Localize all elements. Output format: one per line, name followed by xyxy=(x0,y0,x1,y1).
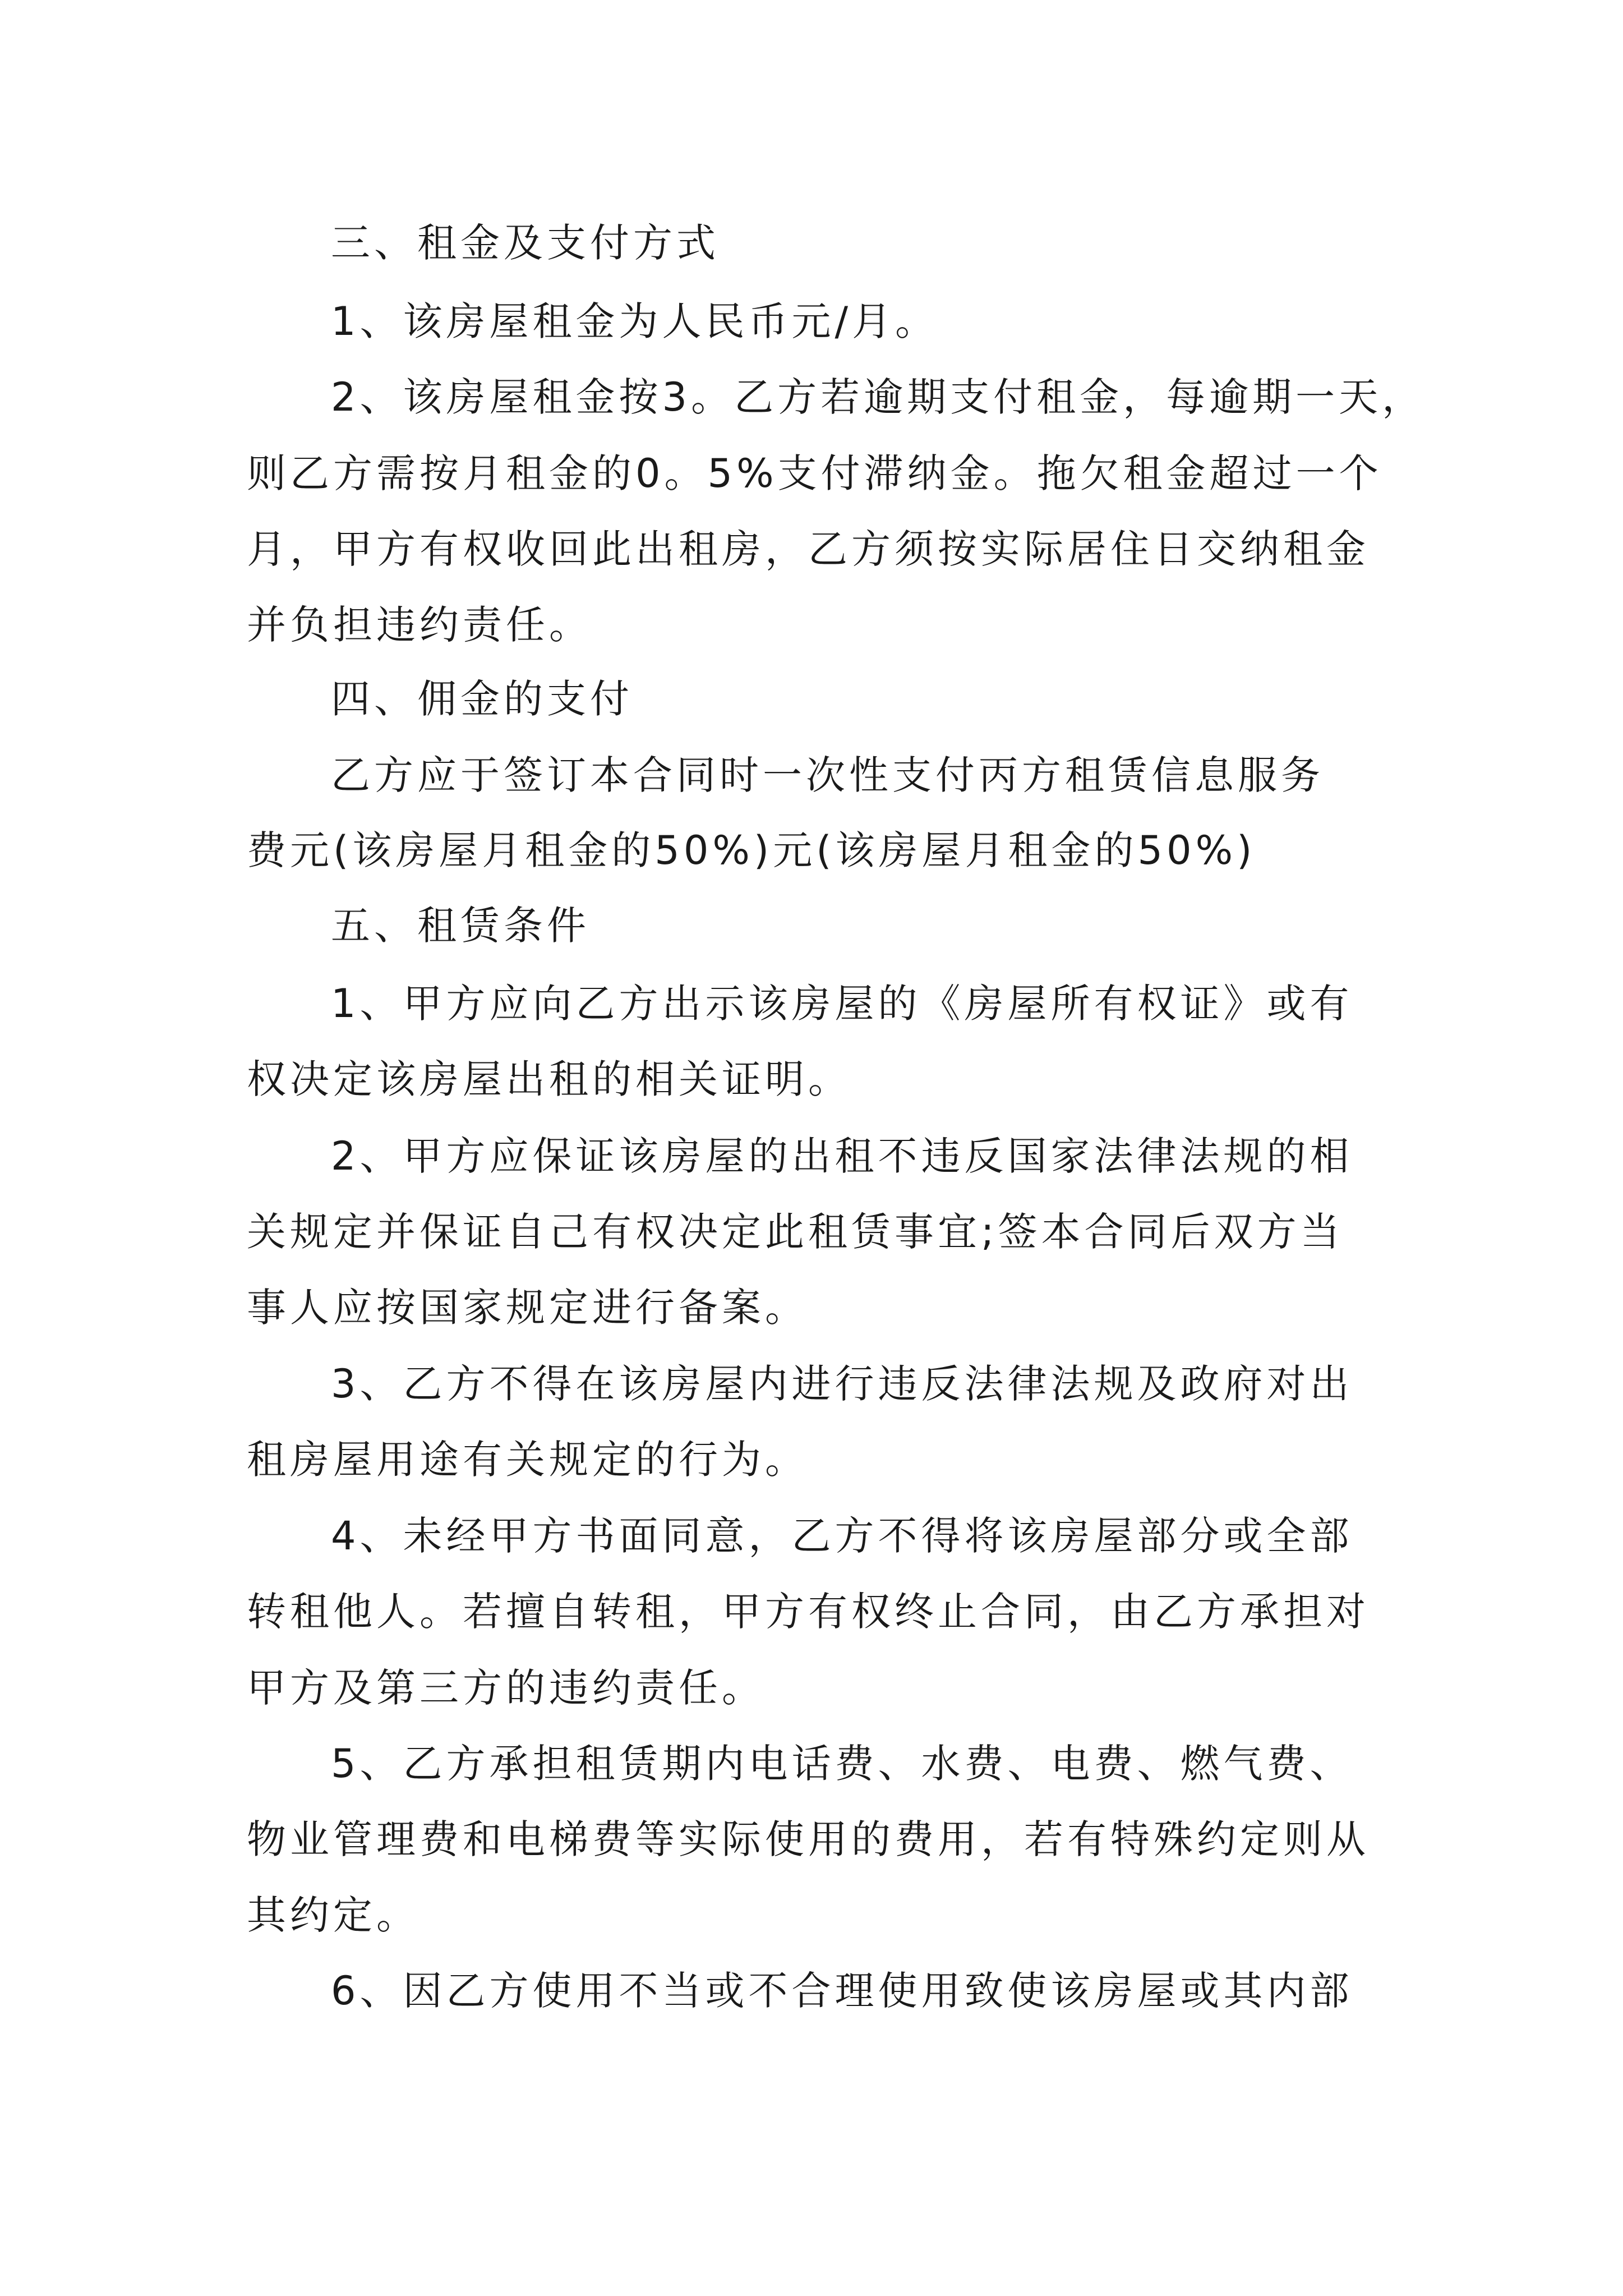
paragraph-line: 4、未经甲方书面同意，乙方不得将该房屋部分或全部 xyxy=(331,1513,1353,1559)
paragraph-line: 3、乙方不得在该房屋内进行违反法律法规及政府对出 xyxy=(331,1361,1353,1407)
paragraph-line: 物业管理费和电梯费等实际使用的费用，若有特殊约定则从 xyxy=(247,1816,1370,1862)
paragraph-line: 转租他人。若擅自转租，甲方有权终止合同，由乙方承担对 xyxy=(247,1589,1370,1635)
paragraph-line: 权决定该房屋出租的相关证明。 xyxy=(247,1056,851,1102)
paragraph-line: 1、该房屋租金为人民币元/月。 xyxy=(331,298,939,344)
paragraph-line: 月，甲方有权收回此出租房，乙方须按实际居住日交纳租金 xyxy=(247,526,1370,572)
paragraph-line: 并负担违约责任。 xyxy=(247,602,592,648)
paragraph-line: 其约定。 xyxy=(247,1892,419,1938)
paragraph-line: 6、因乙方使用不当或不合理使用致使该房屋或其内部 xyxy=(331,1968,1353,2014)
paragraph-line: 乙方应于签订本合同时一次性支付丙方租赁信息服务 xyxy=(331,752,1324,798)
paragraph-line: 5、乙方承担租赁期内电话费、水费、电费、燃气费、 xyxy=(331,1741,1353,1787)
paragraph-line: 租房屋用途有关规定的行为。 xyxy=(247,1437,808,1483)
paragraph-line: 事人应按国家规定进行备案。 xyxy=(247,1285,808,1331)
paragraph-line: 甲方及第三方的违约责任。 xyxy=(247,1665,765,1711)
paragraph-line: 关规定并保证自己有权决定此租赁事宜;签本合同后双方当 xyxy=(247,1209,1344,1255)
paragraph-line: 2、该房屋租金按3。乙方若逾期支付租金，每逾期一天， xyxy=(331,374,1426,420)
section-heading-commission: 四、佣金的支付 xyxy=(331,676,633,722)
section-heading-rent-payment: 三、租金及支付方式 xyxy=(331,220,720,266)
paragraph-line: 2、甲方应保证该房屋的出租不违反国家法律法规的相 xyxy=(331,1133,1353,1179)
paragraph-line: 1、甲方应向乙方出示该房屋的《房屋所有权证》或有 xyxy=(331,981,1353,1027)
section-heading-lease-conditions: 五、租赁条件 xyxy=(331,903,590,949)
paragraph-line: 费元(该房屋月租金的50%)元(该房屋月租金的50%) xyxy=(247,827,1256,873)
paragraph-line: 则乙方需按月租金的0。5%支付滞纳金。拖欠租金超过一个 xyxy=(247,450,1382,496)
